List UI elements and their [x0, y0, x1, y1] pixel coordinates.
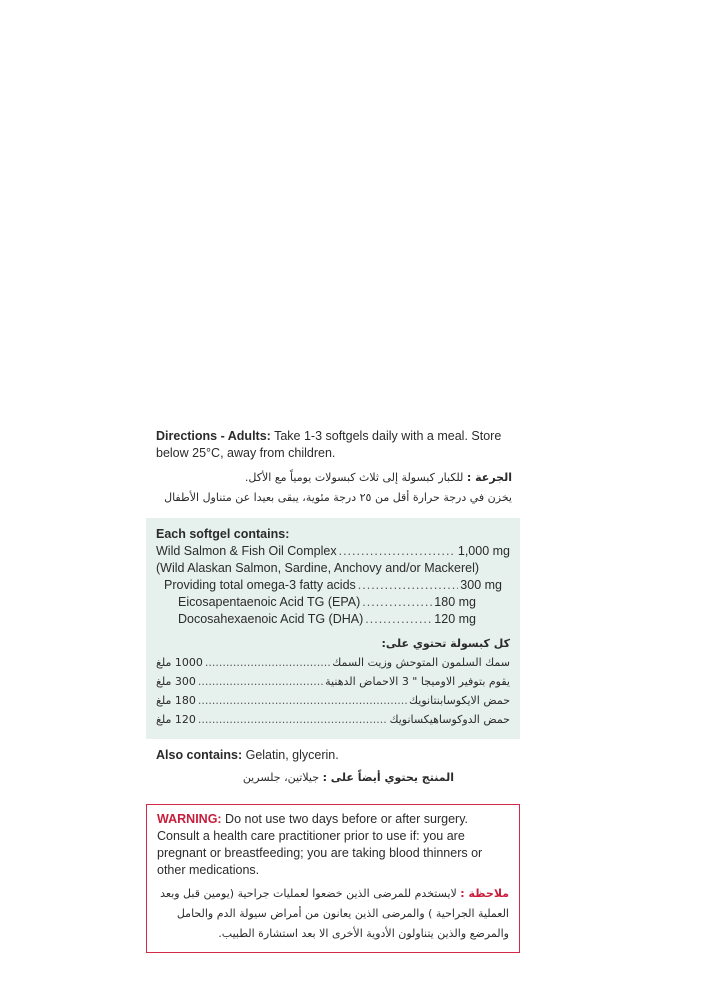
directions-label: Directions - Adults: [156, 429, 271, 443]
warning-box [146, 804, 520, 953]
also-contains-ar [156, 768, 510, 788]
dot-leader [198, 672, 323, 691]
ingredient-amount: 180 mg [434, 595, 476, 609]
ingredient-ar-name: سمك السلمون المتوحش وزيت السمك [332, 656, 510, 669]
ingredient-row [156, 611, 510, 628]
warning-label: WARNING: [157, 812, 222, 826]
ingredient-amount: 1,000 mg [457, 544, 510, 558]
ingredient-ar-amount: 1000 ملغ [156, 656, 203, 669]
directions-ar-label: الجرعة : [466, 471, 512, 484]
ingredient-ar-name: يقوم بتوفير الاوميجا " 3 الاحماض الدهنية [325, 675, 510, 688]
dot-leader [358, 577, 459, 594]
ingredient-ar-row [156, 691, 510, 710]
directions-text: Take 1-3 softgels daily with a meal. Store below 25°C, away from children. [156, 429, 502, 460]
also-contains-ar-label: المنتج يحتوي أيضاً على : [322, 771, 454, 784]
also-contains-text: Gelatin, glycerin. [242, 748, 339, 762]
dot-leader [339, 543, 456, 560]
ingredient-name: Wild Salmon & Fish Oil Complex [156, 544, 337, 558]
ingredient-name: Eicosapentaenoic Acid TG (EPA) [178, 595, 361, 609]
ingredient-ar-amount: 180 ملغ [156, 694, 196, 707]
contents-panel [146, 518, 520, 739]
ingredient-row [156, 577, 510, 594]
contents-ar [156, 634, 510, 729]
dot-leader [198, 691, 407, 710]
dot-leader [198, 710, 388, 729]
also-contains-section [146, 739, 520, 792]
ingredient-ar-name: حمض الدوكوساهيكسانويك [389, 713, 510, 726]
directions-ar [156, 468, 512, 508]
directions-ar-text: للكبار كبسولة إلى ثلاث كبسولات يومياً مع الأكل. [244, 471, 467, 484]
ingredient-ar-row [156, 672, 510, 691]
directions-section [146, 420, 520, 514]
dot-leader [205, 653, 330, 672]
ingredient-ar-amount: 120 ملغ [156, 713, 196, 726]
directions-ar-storage: يخزن في درجة حرارة أقل من ٢٥ درجة مئوية، يبقى بعيدا عن متناول الأطفال [164, 491, 512, 504]
ingredient-row [156, 594, 510, 611]
ingredient-ar-row [156, 653, 510, 672]
ingredient-name: Docosahexaenoic Acid TG (DHA) [178, 612, 364, 626]
contents-heading: Each softgel contains: [156, 527, 290, 541]
ingredient-name: (Wild Alaskan Salmon, Sardine, Anchovy and/or Mackerel) [156, 561, 480, 575]
ingredient-amount: 120 mg [434, 612, 476, 626]
also-contains-en [156, 747, 510, 764]
also-contains-label: Also contains: [156, 748, 243, 762]
ingredient-ar-amount: 300 ملغ [156, 675, 196, 688]
ingredient-row [156, 560, 510, 577]
warning-ar-text: لايستخدم للمرضى الذين خضعوا لعمليات جراحية (يومين قبل وبعد العملية الجراحية ) والمرضى الذين يعانون من أمراض سيولة الدم والحامل والمرضع والذين يتناولون الأدوية الأخرى الا بعد استشارة الطبيب. [160, 887, 509, 940]
ingredient-row [156, 543, 510, 560]
contents-ar-heading: كل كبسولة تحتوي على: [381, 637, 510, 650]
supplement-label [146, 420, 520, 953]
warning-text: Do not use two days before or after surgery. Consult a health care practitioner prior to use if: you are pregnant or breastfeeding; you are taking blood thinners or other medications. [157, 812, 483, 877]
ingredient-amount: 300 mg [460, 578, 502, 592]
warning-en [157, 811, 509, 879]
dot-leader [362, 594, 432, 611]
also-contains-ar-text: جيلاتين، جلسرين [242, 771, 323, 784]
warning-ar-label: ملاحظة : [460, 887, 509, 900]
warning-ar [157, 884, 509, 944]
directions-en [156, 428, 512, 462]
ingredient-ar-row [156, 710, 510, 729]
ingredient-name: Providing total omega-3 fatty acids [164, 578, 356, 592]
dot-leader [365, 611, 432, 628]
ingredient-ar-name: حمض الايكوسابنتانويك [409, 694, 510, 707]
